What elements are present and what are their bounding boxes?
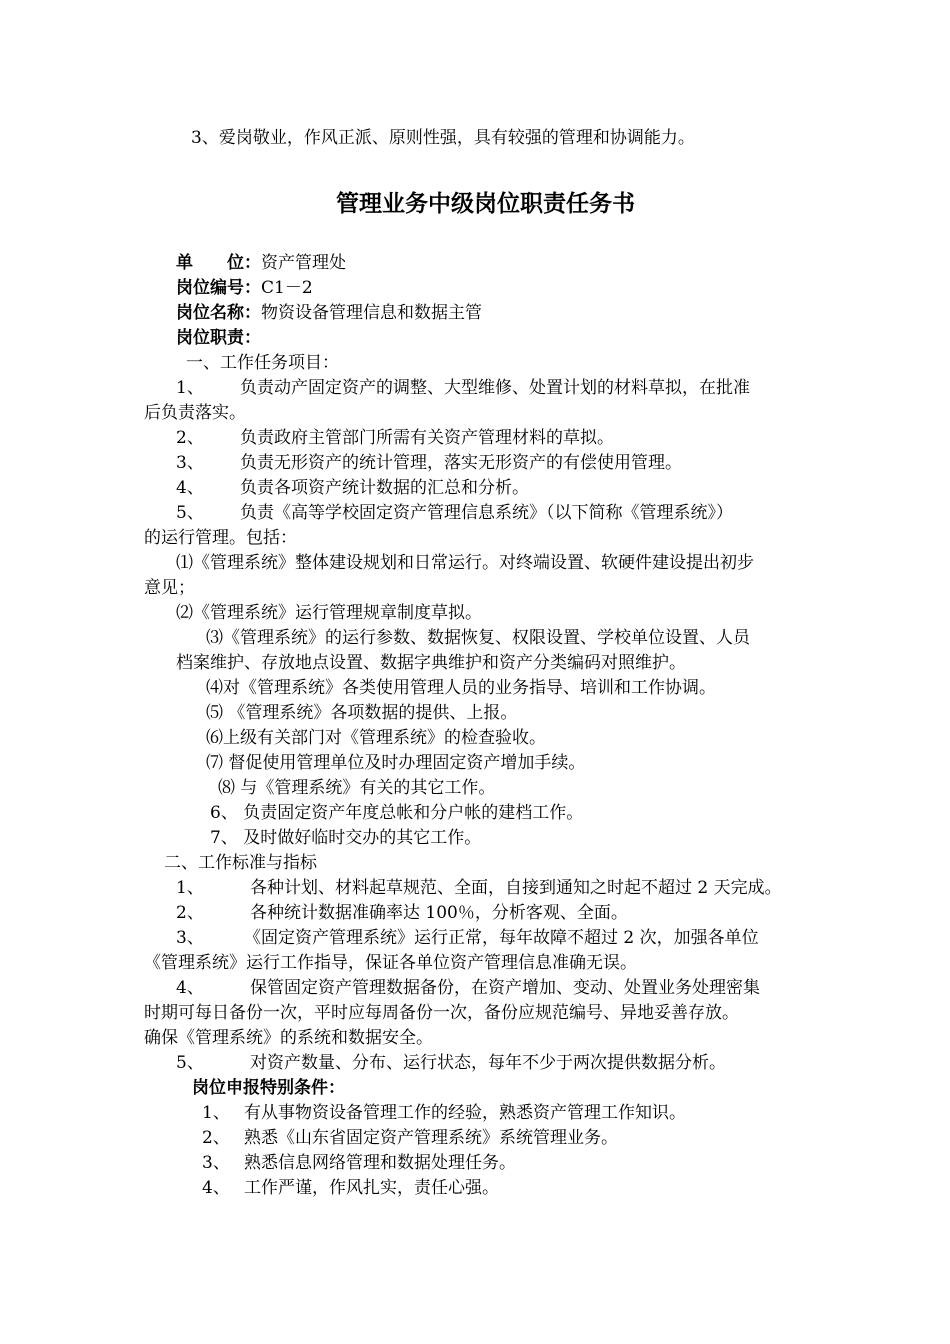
item6-text: 6、 负责固定资产年度总帐和分户帐的建档工作。 [210,803,584,823]
post-name-label: 岗位名称： [176,303,261,323]
item7-text: 7、 及时做好临时交办的其它工作。 [210,828,482,848]
s2-text: 各种统计数据准确率达 100％，分析客观、全面。 [250,903,628,923]
section3-heading: 岗位申报特别条件： [192,1078,345,1098]
c1-text: 有从事物资设备管理工作的经验，熟悉资产管理工作知识。 [244,1103,686,1123]
c4-text: 工作严谨，作风扎实，责任心强。 [244,1178,499,1198]
c4-num: 4、 [202,1178,230,1198]
duty-label: 岗位职责： [176,328,261,348]
c2-text: 熟悉《山东省固定资产管理系统》系统管理业务。 [244,1128,618,1148]
sub7-text: ⑺ 督促使用管理单位及时办理固定资产增加手续。 [206,753,586,773]
top-line: 3、爱岗敬业，作风正派、原则性强，具有较强的管理和协调能力。 [191,128,695,148]
item1-num: 1、 [176,378,204,398]
sub4-text: ⑷对《管理系统》各类使用管理人员的业务指导、培训和工作协调。 [206,678,716,698]
item4-text: 负责各项资产统计数据的汇总和分析。 [240,478,529,498]
s4-text-cont2: 确保《管理系统》的系统和数据安全。 [144,1028,433,1048]
item2-num: 2、 [176,428,204,448]
item2-text: 负责政府主管部门所需有关资产管理材料的草拟。 [240,428,614,448]
item1-text: 负责动产固定资产的调整、大型维修、处置计划的材料草拟，在批准 [240,378,750,398]
post-name-row [176,301,482,325]
post-no-row [176,276,313,300]
s3-text-cont: 《管理系统》运行工作指导，保证各单位资产管理信息准确无误。 [144,953,637,973]
unit-row [176,251,346,275]
s4-num: 4、 [176,978,204,998]
sub1-text-cont: 意见； [144,578,195,598]
item5-text: 负责《高等学校固定资产管理信息系统》（以下简称《管理系统》） [240,503,733,523]
s4-text: 保管固定资产管理数据备份，在资产增加、变动、处置业务处理密集 [250,978,760,998]
sub3-text: ⑶《管理系统》的运行参数、数据恢复、权限设置、学校单位设置、人员 [206,628,750,648]
unit-label: 单 位： [176,253,261,273]
item5-text-cont: 的运行管理。包括： [144,528,297,548]
sub8-text: ⑻ 与《管理系统》有关的其它工作。 [218,778,496,798]
s5-num: 5、 [176,1053,204,1073]
s3-text: 《固定资产管理系统》运行正常，每年故障不超过 2 次，加强各单位 [244,928,759,948]
c1-num: 1、 [202,1103,230,1123]
sub6-text: ⑹上级有关部门对《管理系统》的检查验收。 [206,728,546,748]
sub3-text-cont: 档案维护、存放地点设置、数据字典维护和资产分类编码对照维护。 [176,653,686,673]
c2-num: 2、 [202,1128,230,1148]
sub2-text: ⑵《管理系统》运行管理规章制度草拟。 [176,603,482,623]
s1-text: 各种计划、材料起草规范、全面，自接到通知之时起不超过 2 天完成。 [250,878,782,898]
c3-text: 熟悉信息网络管理和数据处理任务。 [244,1153,516,1173]
item1-text-cont: 后负责落实。 [144,403,246,423]
item3-num: 3、 [176,453,204,473]
section2-heading: 二、工作标准与指标 [164,853,317,873]
item4-num: 4、 [176,478,204,498]
s2-num: 2、 [176,903,204,923]
c3-num: 3、 [202,1153,230,1173]
sub5-text: ⑸ 《管理系统》各项数据的提供、上报。 [206,703,518,723]
page-title: 管理业务中级岗位职责任务书 [336,191,635,217]
s4-text-cont: 时期可每日备份一次，平时应每周备份一次，备份应规范编号、异地妥善存放。 [144,1003,739,1023]
post-no-label: 岗位编号： [176,278,261,298]
sub1-text: ⑴《管理系统》整体建设规划和日常运行。对终端设置、软硬件建设提出初步 [176,553,754,573]
item5-num: 5、 [176,503,204,523]
s3-num: 3、 [176,928,204,948]
post-no-value: C1－2 [261,278,313,298]
s1-num: 1、 [176,878,204,898]
unit-value: 资产管理处 [261,253,346,273]
item3-text: 负责无形资产的统计管理，落实无形资产的有偿使用管理。 [240,453,682,473]
post-name-value: 物资设备管理信息和数据主管 [261,303,482,323]
section1-heading: 一、工作任务项目： [186,353,339,373]
s5-text: 对资产数量、分布、运行状态，每年不少于两次提供数据分析。 [250,1053,726,1073]
